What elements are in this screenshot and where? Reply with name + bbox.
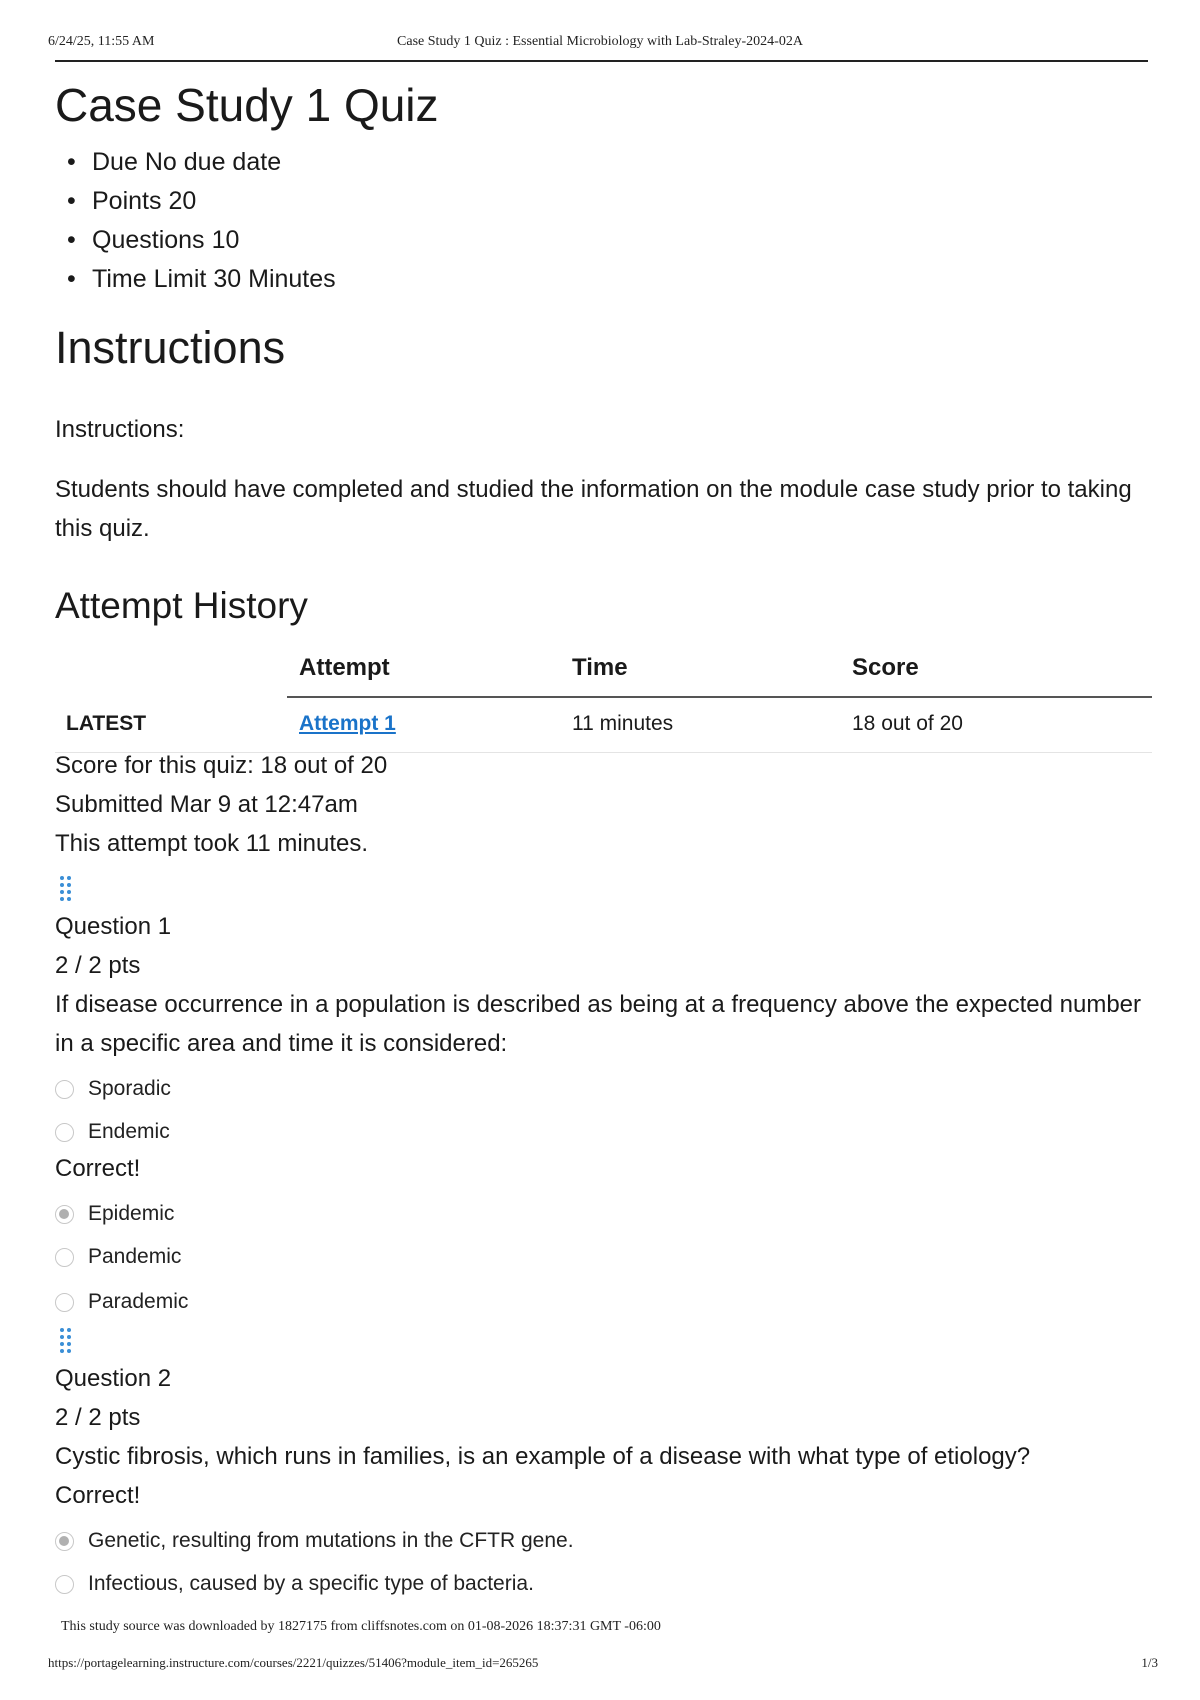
submitted-text: Submitted Mar 9 at 12:47am: [55, 791, 358, 818]
question-title: Question 2: [55, 1365, 172, 1392]
drag-handle-icon[interactable]: [58, 1326, 74, 1354]
answer-label: Sporadic: [88, 1077, 171, 1100]
radio-button-selected[interactable]: [55, 1205, 74, 1224]
instructions-label: Instructions:: [55, 416, 185, 443]
radio-button-selected[interactable]: [55, 1532, 74, 1551]
detail-points: [92, 187, 336, 226]
detail-label: Points: [92, 187, 162, 215]
drag-handle-icon[interactable]: [58, 874, 74, 902]
answer-label: Endemic: [88, 1120, 170, 1143]
radio-button[interactable]: [55, 1293, 74, 1312]
radio-button[interactable]: [55, 1080, 74, 1099]
attempt-link[interactable]: Attempt 1: [299, 712, 396, 735]
detail-label: Questions: [92, 226, 205, 254]
attempt-time: 11 minutes: [572, 712, 674, 735]
quiz-score-text: Score for this quiz: 18 out of 20: [55, 752, 388, 779]
column-header-attempt: Attempt: [299, 654, 390, 681]
question-points: 2 / 2 pts: [55, 1404, 141, 1431]
radio-button[interactable]: [55, 1575, 74, 1594]
answer-label: Parademic: [88, 1290, 189, 1313]
detail-label: Time Limit: [92, 265, 207, 293]
question-points: 2 / 2 pts: [55, 952, 141, 979]
print-header: [48, 34, 1152, 54]
question-title: Question 1: [55, 913, 172, 940]
question-text: Cystic fibrosis, which runs in families, is an example of a disease with what type of etiology?: [55, 1443, 1031, 1470]
answer-label: Pandemic: [88, 1245, 182, 1268]
column-header-time: Time: [572, 654, 628, 681]
print-date: 6/24/25, 11:55 AM: [48, 34, 155, 49]
attempt-score: 18 out of 20: [852, 712, 963, 735]
radio-button[interactable]: [55, 1123, 74, 1142]
answer-label: Infectious, caused by a specific type of bacteria.: [88, 1572, 534, 1595]
attempt-history-heading: Attempt History: [55, 585, 308, 626]
duration-text: This attempt took 11 minutes.: [55, 830, 369, 857]
radio-button[interactable]: [55, 1248, 74, 1267]
column-header-score: Score: [852, 654, 919, 681]
header-divider: [55, 60, 1148, 62]
page-number: 1/3: [1141, 1655, 1158, 1670]
correct-label: Correct!: [55, 1482, 141, 1509]
page-title: Case Study 1 Quiz: [55, 79, 439, 131]
answer-label: Genetic, resulting from mutations in the CFTR gene.: [88, 1529, 574, 1552]
source-note: This study source was downloaded by 1827175 from cliffsnotes.com on 01-08-2026 18:37:31 GMT -06:00: [61, 1619, 661, 1634]
table-header-row: [55, 648, 1152, 698]
quiz-details-list: [92, 148, 336, 304]
detail-time-limit: [92, 265, 336, 304]
question-text: If disease occurrence in a population is described as being at a frequency above the expected number in a specific area and time it is considered:: [55, 991, 1142, 1057]
detail-value: 20: [168, 187, 197, 215]
detail-value: 30 Minutes: [213, 265, 336, 293]
latest-tag: LATEST: [66, 712, 147, 735]
answer-label: Epidemic: [88, 1202, 175, 1225]
correct-label: Correct!: [55, 1155, 141, 1182]
instructions-heading: Instructions: [55, 322, 286, 373]
detail-value: No due date: [144, 148, 282, 176]
detail-value: 10: [211, 226, 240, 254]
detail-due: [92, 148, 336, 187]
page-url: https://portagelearning.instructure.com/courses/2221/quizzes/51406?module_item_id=265265: [48, 1655, 539, 1670]
table-row: [55, 698, 1152, 753]
detail-questions: [92, 226, 336, 265]
instructions-body: Students should have completed and studied the information on the module case study prior to taking this quiz.: [55, 476, 1132, 542]
attempt-summary: [55, 752, 387, 869]
detail-label: Due: [92, 148, 138, 176]
print-title: Case Study 1 Quiz : Essential Microbiology with Lab-Straley-2024-02A: [397, 34, 803, 49]
